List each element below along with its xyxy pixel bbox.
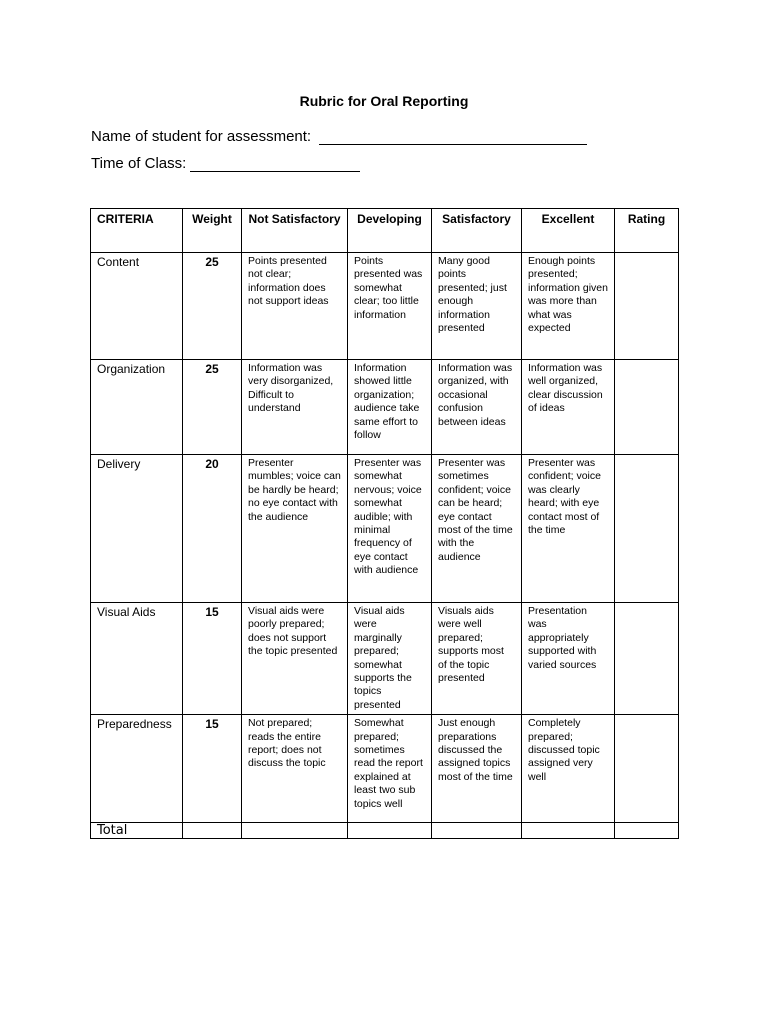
header-excellent: Excellent	[522, 209, 615, 253]
student-name-blank[interactable]	[319, 130, 587, 145]
document-title: Rubric for Oral Reporting	[299, 93, 469, 109]
not-satisfactory-cell: Points presented not clear; information does not support ideas	[242, 253, 348, 360]
excellent-cell: Information was well organized, clear discussion of ideas	[522, 360, 615, 455]
weight-cell: 25	[183, 360, 242, 455]
criteria-cell: Organization	[91, 360, 183, 455]
rating-cell[interactable]	[615, 715, 679, 823]
total-rating-cell[interactable]	[615, 823, 679, 839]
satisfactory-cell: Information was organized, with occasional confusion between ideas	[432, 360, 522, 455]
student-name-label: Name of student for assessment:	[91, 128, 312, 145]
satisfactory-cell: Just enough preparations discussed the assigned topics most of the time	[432, 715, 522, 823]
total-developing-cell[interactable]	[348, 823, 432, 839]
rating-cell[interactable]	[615, 253, 679, 360]
table-row	[91, 360, 679, 455]
total-not-satisfactory-cell[interactable]	[242, 823, 348, 839]
header-criteria: CRITERIA	[91, 209, 183, 253]
developing-cell: Information showed little organization; audience take same effort to follow	[348, 360, 432, 455]
excellent-cell: Presenter was confident; voice was clearly heard; with eye contact most of the time	[522, 455, 615, 603]
satisfactory-cell: Visuals aids were well prepared; supports most of the topic presented	[432, 603, 522, 715]
rubric-table	[90, 208, 679, 839]
developing-cell: Visual aids were marginally prepared; somewhat supports the topics presented	[348, 603, 432, 715]
weight-cell: 20	[183, 455, 242, 603]
table-row	[91, 603, 679, 715]
developing-cell: Presenter was somewhat nervous; voice somewhat audible; with minimal frequency of eye contact with audience	[348, 455, 432, 603]
student-name-field	[91, 128, 587, 145]
rating-cell[interactable]	[615, 455, 679, 603]
class-time-field	[91, 155, 360, 172]
not-satisfactory-cell: Visual aids were poorly prepared; does not support the topic presented	[242, 603, 348, 715]
table-row	[91, 455, 679, 603]
weight-cell: 15	[183, 603, 242, 715]
developing-cell: Somewhat prepared; sometimes read the report explained at least two sub topics well	[348, 715, 432, 823]
header-weight: Weight	[183, 209, 242, 253]
total-excellent-cell[interactable]	[522, 823, 615, 839]
criteria-cell: Preparedness	[91, 715, 183, 823]
weight-cell: 25	[183, 253, 242, 360]
header-rating: Rating	[615, 209, 679, 253]
header-developing: Developing	[348, 209, 432, 253]
satisfactory-cell: Presenter was sometimes confident; voice can be heard; eye contact most of the time with the audience	[432, 455, 522, 603]
not-satisfactory-cell: Not prepared; reads the entire report; does not discuss the topic	[242, 715, 348, 823]
rating-cell[interactable]	[615, 603, 679, 715]
header-satisfactory: Satisfactory	[432, 209, 522, 253]
total-satisfactory-cell[interactable]	[432, 823, 522, 839]
not-satisfactory-cell: Presenter mumbles; voice can be hardly be heard; no eye contact with the audience	[242, 455, 348, 603]
not-satisfactory-cell: Information was very disorganized, Difficult to understand	[242, 360, 348, 455]
developing-cell: Points presented was somewhat clear; too little information	[348, 253, 432, 360]
total-label: Total	[91, 823, 183, 839]
header-not-satisfactory: Not Satisfactory	[242, 209, 348, 253]
criteria-cell: Content	[91, 253, 183, 360]
excellent-cell: Presentation was appropriately supported with varied sources	[522, 603, 615, 715]
total-row	[91, 823, 679, 839]
class-time-blank[interactable]	[190, 157, 360, 172]
class-time-label: Time of Class:	[91, 155, 187, 172]
excellent-cell: Enough points presented; information given was more than what was expected	[522, 253, 615, 360]
excellent-cell: Completely prepared; discussed topic assigned very well	[522, 715, 615, 823]
weight-cell: 15	[183, 715, 242, 823]
rating-cell[interactable]	[615, 360, 679, 455]
header-row	[91, 209, 679, 253]
table-row	[91, 715, 679, 823]
criteria-cell: Visual Aids	[91, 603, 183, 715]
total-weight-cell[interactable]	[183, 823, 242, 839]
satisfactory-cell: Many good points presented; just enough information presented	[432, 253, 522, 360]
criteria-cell: Delivery	[91, 455, 183, 603]
table-row	[91, 253, 679, 360]
